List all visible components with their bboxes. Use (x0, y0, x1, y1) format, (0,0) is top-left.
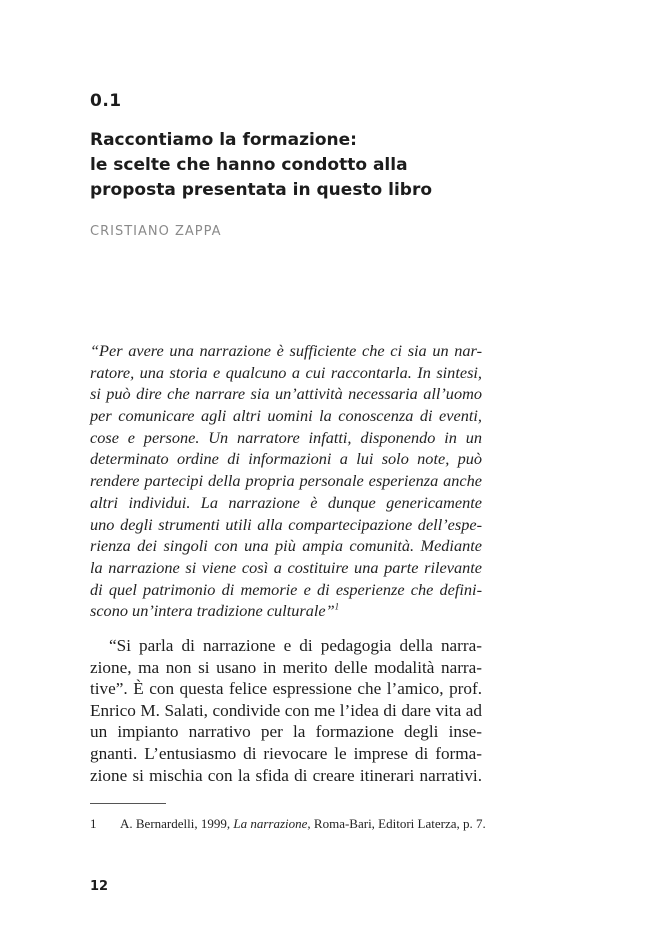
footnote-suffix: , Roma-Bari, Editori Laterza, p. 7. (307, 816, 486, 831)
footnote-reference[interactable]: 1 (334, 601, 340, 612)
footnote-title: La narrazione (233, 816, 308, 831)
chapter-author: CRISTIANO ZAPPA (90, 224, 222, 239)
epigraph-last-line (90, 600, 482, 622)
epigraph-line: rienza dei singoli con una più ampia comunità. Mediante (90, 536, 482, 556)
chapter-title (90, 128, 510, 203)
epigraph-line: altri individui. La narrazione è dunque genericamente (90, 492, 482, 512)
page-number: 12 (90, 879, 109, 894)
epigraph-quote (90, 340, 482, 622)
epigraph-line: rendere partecipi della propria personale esperienza anche (90, 471, 482, 491)
body-line: gnanti. L’entusiasmo di rievocare le imprese di forma- (90, 743, 482, 763)
body-line: zione si mischia con la sfida di creare itinerari narrativi. (90, 765, 482, 785)
chapter-title-line: proposta presentata in questo libro (90, 180, 433, 200)
footnote-number: 1 (90, 816, 97, 831)
footnote (90, 816, 490, 832)
body-line: zione, ma non si usano in merito delle modalità narra- (90, 657, 482, 677)
body-line: tive”. È con questa felice espressione che l’amico, prof. (90, 679, 482, 699)
body-line: Enrico M. Salati, condivide con me l’idea di dare vita ad (90, 700, 482, 720)
epigraph-line: ratore, una storia e qualcuno a cui raccontarla. In sintesi, (90, 362, 482, 382)
epigraph-line: determinato ordine di informazioni a lui solo note, può (90, 449, 482, 469)
body-paragraph (90, 635, 482, 786)
chapter-title-line: Raccontiamo la formazione: (90, 130, 357, 150)
epigraph-line: uno degli strumenti utili alla compartecipazione dell’espe- (90, 514, 482, 534)
footnote-divider (90, 803, 166, 804)
epigraph-line-text: scono un’intera tradizione culturale” (90, 601, 335, 621)
epigraph-line: “Per avere una narrazione è sufficiente che ci sia un nar- (90, 341, 482, 360)
epigraph-line: la narrazione si viene così a costituire una parte rilevante (90, 557, 482, 577)
epigraph-line: per comunicare agli altri uomini la conoscenza di eventi, (90, 406, 482, 426)
epigraph-line: di quel patrimonio di memorie e di esperienze che defini- (90, 579, 482, 599)
footnote-prefix: A. Bernardelli, 1999, (120, 816, 234, 831)
epigraph-line: cose e persone. Un narratore infatti, disponendo in un (90, 427, 482, 447)
chapter-title-line: le scelte che hanno condotto alla (90, 155, 408, 175)
body-line: “Si parla di narrazione e di pedagogia della narra- (109, 636, 482, 655)
body-line: un impianto narrativo per la formazione degli inse- (90, 722, 482, 742)
epigraph-line: si può dire che narrare sia un’attività necessaria all’uomo (90, 384, 482, 404)
section-number: 0.1 (90, 91, 122, 111)
